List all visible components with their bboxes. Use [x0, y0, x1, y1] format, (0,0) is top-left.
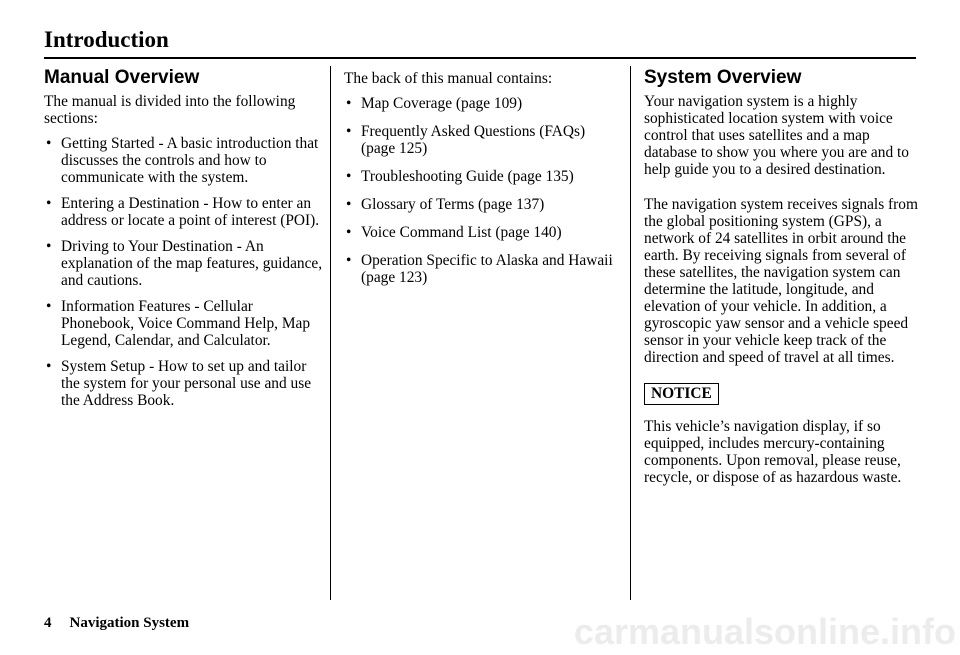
list-item-text: Troubleshooting Guide (page 135) [361, 168, 574, 185]
page-number: 4 [44, 615, 52, 631]
bullet-icon: • [46, 238, 52, 255]
manual-overview-column [44, 66, 324, 418]
page-footer [44, 614, 189, 632]
list-item [344, 196, 620, 213]
list-item-text: Driving to Your Destination - An explanation of the map features, guidance, and cautions. [61, 238, 323, 289]
column-divider [330, 66, 331, 600]
back-of-manual-intro: The back of this manual contains: [344, 70, 553, 87]
bullet-icon: • [46, 195, 52, 212]
list-item [44, 358, 324, 409]
manual-sections-list [44, 135, 324, 409]
list-item-text: Map Coverage (page 109) [361, 95, 523, 112]
list-item [344, 168, 620, 185]
list-item [344, 252, 620, 286]
list-item [344, 224, 620, 241]
back-of-manual-list [344, 95, 620, 286]
notice-text: This vehicle’s navigation display, if so equipped, includes mercury-containing components. Upon removal, please reuse, recycle, or dispose of as hazardous waste. [644, 418, 902, 486]
list-item-text: Operation Specific to Alaska and Hawaii (page 123) [361, 252, 613, 286]
manual-overview-intro: The manual is divided into the following sections: [44, 93, 296, 127]
bullet-icon: • [46, 135, 52, 152]
back-of-manual-column [344, 70, 620, 297]
watermark: carmanualsonline.info [573, 611, 956, 652]
list-item-text: Getting Started - A basic introduction that discusses the controls and how to communicate with the system. [61, 135, 319, 186]
list-item [44, 195, 324, 229]
list-item-text: Frequently Asked Questions (FAQs) (page 125) [361, 123, 586, 157]
bullet-icon: • [46, 358, 52, 375]
bullet-icon: • [46, 298, 52, 315]
list-item [44, 135, 324, 186]
bullet-icon: • [346, 252, 352, 269]
system-overview-heading: System Overview [644, 67, 802, 88]
manual-overview-heading: Manual Overview [44, 67, 200, 88]
list-item-text: Entering a Destination - How to enter an address or locate a point of interest (POI). [61, 195, 320, 229]
page-title: Introduction [44, 27, 169, 52]
list-item-text: Glossary of Terms (page 137) [361, 196, 545, 213]
bullet-icon: • [346, 196, 352, 213]
column-divider [630, 66, 631, 600]
system-overview-paragraph-2: The navigation system receives signals from the global positioning system (GPS), a network of 24 satellites in orbit around the earth. By receiving signals from several of these satellites, the navigation system can determine the latitude, longitude, and elevation of your vehicle. In addition, a gyroscopic yaw sensor and a vehicle speed sensor in your vehicle keep track of the direction and speed of travel at all times. [644, 196, 918, 366]
bullet-icon: • [346, 224, 352, 241]
footer-title: Navigation System [69, 615, 190, 631]
list-item [44, 238, 324, 289]
system-overview-column [644, 66, 924, 486]
list-item [344, 123, 620, 157]
bullet-icon: • [346, 123, 352, 140]
bullet-icon: • [346, 95, 352, 112]
list-item-text: Voice Command List (page 140) [361, 224, 562, 241]
list-item [44, 298, 324, 349]
list-item-text: System Setup - How to set up and tailor the system for your personal use and use the Address Book. [61, 358, 312, 409]
list-item [344, 95, 620, 112]
bullet-icon: • [346, 168, 352, 185]
list-item-text: Information Features - Cellular Phonebook, Voice Command Help, Map Legend, Calendar, and Calculator. [61, 298, 311, 349]
notice-label: NOTICE [644, 383, 719, 405]
system-overview-paragraph-1: Your navigation system is a highly sophisticated location system with voice control that uses satellites and a map database to show you where you are and to help guide you to a desired destination. [644, 93, 909, 178]
title-divider [44, 57, 916, 59]
